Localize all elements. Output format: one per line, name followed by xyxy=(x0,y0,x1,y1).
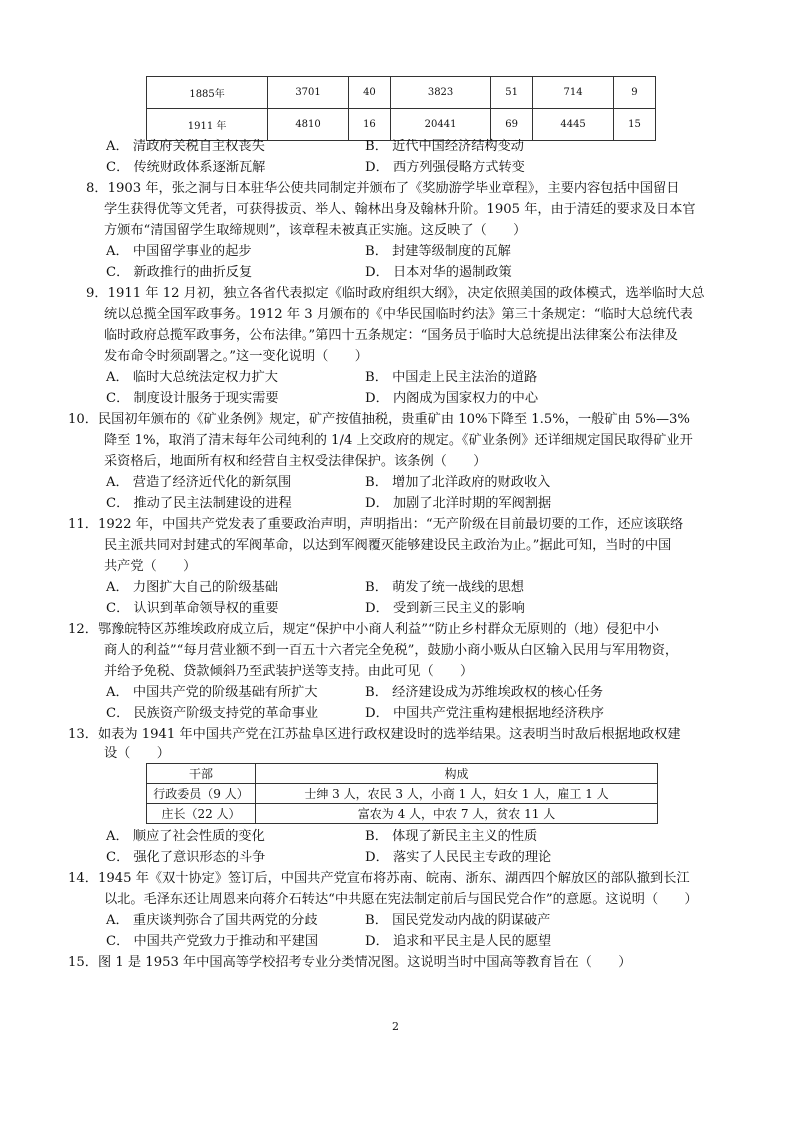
question-9-line: 统以总揽全国军政事务。1912 年 3 月颁布的《中华民国临时约法》第三十条规定：“临时大总统代表 xyxy=(104,307,693,322)
table-row xyxy=(147,804,658,824)
option-b: B． 萌发了统一战线的思想 xyxy=(365,580,524,595)
table-cell: 16 xyxy=(348,109,390,141)
option-d: D． 西方列强侵略方式转变 xyxy=(365,160,525,175)
question-11-line: 共产党（ ） xyxy=(104,559,197,574)
option-c: C． 中国共产党致力于推动和平建国 xyxy=(106,934,319,949)
option-c: C． 新政推行的曲折反复 xyxy=(106,265,253,280)
option-b: B． 增加了北洋政府的财政收入 xyxy=(365,475,551,490)
data-table xyxy=(146,76,656,141)
option-d: D． 加剧了北洋时期的军阀割据 xyxy=(365,496,552,511)
question-9-line: 发布命令时须副署之。”这一变化说明（ ） xyxy=(104,349,368,364)
option-d: D． 受到新三民主义的影响 xyxy=(365,601,525,616)
table-row xyxy=(147,784,658,804)
table-cell: 69 xyxy=(491,109,533,141)
table-cell: 3823 xyxy=(390,77,490,109)
option-b: B． 经济建设成为苏维埃政权的核心任务 xyxy=(365,685,604,700)
table-cell: 行政委员（9 人） xyxy=(147,784,256,804)
option-b: B． 近代中国经济结构变动 xyxy=(365,139,524,154)
option-c: C． 认识到革命领导权的重要 xyxy=(106,601,279,616)
table-cell: 9 xyxy=(613,77,655,109)
table-cell: 庄长（22 人） xyxy=(147,804,256,824)
question-13-line: 设（ ） xyxy=(104,746,170,761)
question-12-line: 12．鄂豫皖特区苏维埃政府成立后，规定“保护中小商人利益”“防止乡村群众无原则的（地）侵犯中小 xyxy=(68,622,659,637)
option-c: C． 制度设计服务于现实需要 xyxy=(106,391,279,406)
table-cell: 4810 xyxy=(268,109,349,141)
option-a: A． 重庆谈判弥合了国共两党的分歧 xyxy=(106,913,318,928)
option-d: D． 落实了人民民主专政的理论 xyxy=(365,850,552,865)
question-11-line: 11．1922 年，中国共产党发表了重要政治声明，声明指出：“无产阶级在目前最切要的工作，还应该联络 xyxy=(68,517,684,532)
election-table xyxy=(146,763,658,824)
table-cell: 51 xyxy=(491,77,533,109)
question-8-line: 方颁布“清国留学生取缔规则”，该章程未被真正实施。这反映了（ ） xyxy=(104,223,527,238)
question-10-line: 10．民国初年颁布的《矿业条例》规定，矿产按值抽税，贵重矿由 10%下降至 1.5%，一般矿由 5%—3% xyxy=(68,412,690,427)
option-d: D． 追求和平民主是人民的愿望 xyxy=(365,934,552,949)
table-cell: 714 xyxy=(533,77,614,109)
table-cell: 40 xyxy=(348,77,390,109)
option-a: A． 清政府关税自主权丧失 xyxy=(106,139,265,154)
question-12-line: 商人的利益”“每月营业额不到一百五十六者完全免税”，鼓励小商小贩从白区输入民用与军用物资， xyxy=(104,643,679,658)
question-11-line: 民主派共同对封建式的军阀革命，以达到军阀覆灭能够建设民主政治为止。”据此可知，当时的中国 xyxy=(104,538,672,553)
option-a: A． 中国留学事业的起步 xyxy=(106,244,252,259)
option-b: B． 体现了新民主主义的性质 xyxy=(365,829,538,844)
option-b: B． 国民党发动内战的阴谋破产 xyxy=(365,913,551,928)
option-a: A． 临时大总统法定权力扩大 xyxy=(106,370,278,385)
option-a: A． 顺应了社会性质的变化 xyxy=(106,829,265,844)
option-a: A． 中国共产党的阶级基础有所扩大 xyxy=(106,685,318,700)
table-cell: 15 xyxy=(613,109,655,141)
question-9-line: 9．1911 年 12 月初，独立各省代表拟定《临时政府组织大纲》，决定依照美国的政体模式，选举临时大总 xyxy=(86,286,705,301)
option-a: A． 营造了经济近代化的新氛围 xyxy=(106,475,292,490)
option-a: A． 力图扩大自己的阶级基础 xyxy=(106,580,278,595)
question-15-line: 15．图 1 是 1953 年中国高等学校招考专业分类情况图。这说明当时中国高等教育旨在（ ） xyxy=(68,955,632,970)
table-row xyxy=(147,109,656,141)
question-10-line: 降至 1%，取消了清末每年公司纯利的 1/4 上交政府的规定。《矿业条例》还详细规定国民取得矿业开 xyxy=(104,433,693,448)
option-b: B． 中国走上民主法治的道路 xyxy=(365,370,538,385)
question-13-line: 13．如表为 1941 年中国共产党在江苏盐阜区进行政权建设时的选举结果。这表明当时敌后根据地政权建 xyxy=(68,727,681,742)
question-12-line: 并给予免税、贷款倾斜乃至武装护送等支持。由此可见（ ） xyxy=(104,664,474,679)
option-c: C． 强化了意识形态的斗争 xyxy=(106,850,266,865)
option-b: B． 封建等级制度的瓦解 xyxy=(365,244,511,259)
question-14-line: 以北。毛泽东还让周恩来向蒋介石转达“中共愿在宪法制定前后与国民党合作”的意愿。这说明（ ） xyxy=(104,892,698,907)
option-c: C． 推动了民主法制建设的进程 xyxy=(106,496,292,511)
table-cell: 4445 xyxy=(533,109,614,141)
table-cell: 3701 xyxy=(268,77,349,109)
option-d: D． 日本对华的遏制政策 xyxy=(365,265,512,280)
option-d: D． 中国共产党注重构建根据地经济秩序 xyxy=(365,706,604,721)
table-cell: 1885年 xyxy=(147,77,268,109)
table-cell: 富农为 4 人，中农 7 人，贫农 11 人 xyxy=(256,804,658,824)
option-d: D． 内阁成为国家权力的中心 xyxy=(365,391,539,406)
table-cell: 1911 年 xyxy=(147,109,268,141)
table-cell: 20441 xyxy=(390,109,490,141)
question-8-line: 8．1903 年，张之洞与日本驻华公使共同制定并颁布了《奖励游学毕业章程》，主要内容包括中国留日 xyxy=(86,181,680,196)
question-10-line: 采资格后，地面所有权和经营自主权受法律保护。该条例（ ） xyxy=(104,454,487,469)
question-8-line: 学生获得优等文凭者，可获得拔贡、举人、翰林出身及翰林升阶。1905 年，由于清廷的要求及日本官 xyxy=(104,202,696,217)
page-number: 2 xyxy=(392,1020,399,1033)
table-header-row xyxy=(147,764,658,784)
table-header-cell: 构成 xyxy=(256,764,658,784)
question-14-line: 14．1945 年《双十协定》签订后，中国共产党宣布将苏南、皖南、浙东、湖西四个解放区的部队撤到长江 xyxy=(68,871,690,886)
question-9-line: 临时政府总揽军政事务，公布法律。”第四十五条规定：“国务员于临时大总统提出法律案公布法律及 xyxy=(104,328,678,343)
table-cell: 士绅 3 人，农民 3 人，小商 1 人，妇女 1 人，雇工 1 人 xyxy=(256,784,658,804)
option-c: C． 民族资产阶级支持党的革命事业 xyxy=(106,706,319,721)
table-header-cell: 干部 xyxy=(147,764,256,784)
table-row xyxy=(147,77,656,109)
option-c: C． 传统财政体系逐渐瓦解 xyxy=(106,160,266,175)
